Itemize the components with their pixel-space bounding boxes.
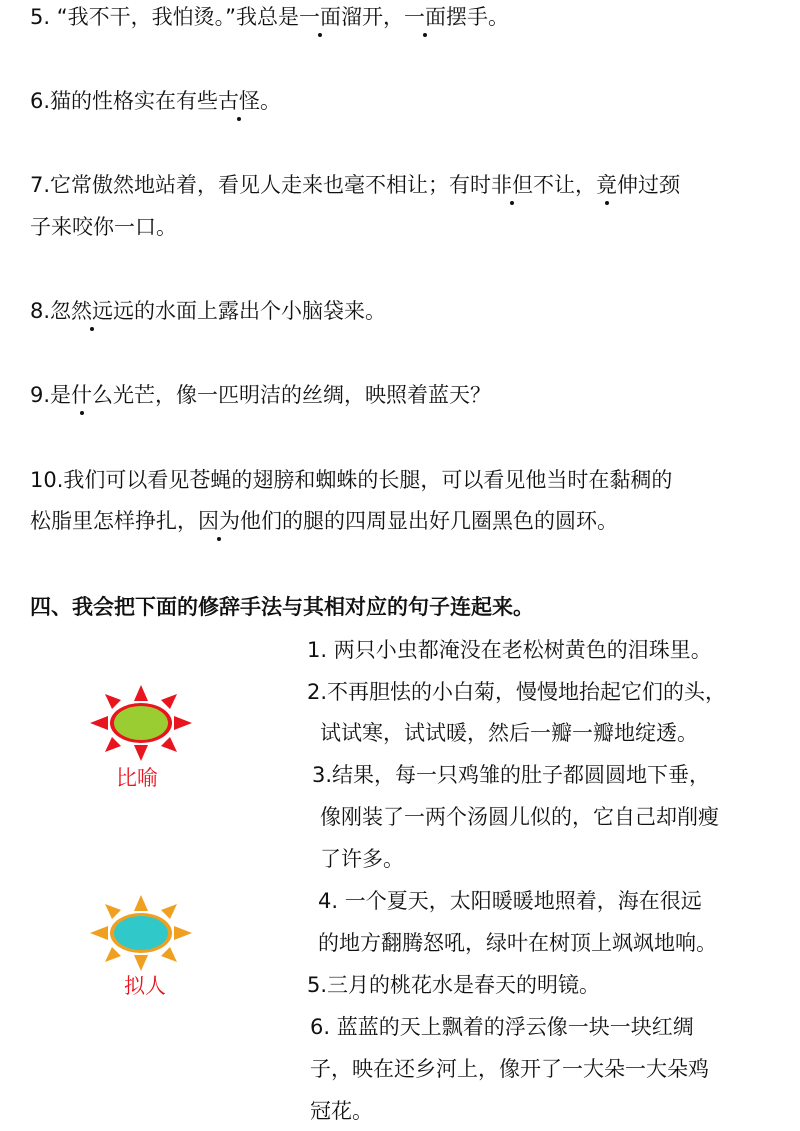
option-sentence: 2.不再胆怯的小白菊，慢慢地抬起它们的头， — [307, 680, 727, 704]
text: 伸过颈 — [617, 173, 681, 197]
label-personification: 拟人 — [124, 974, 166, 998]
sentence-7 — [30, 170, 680, 200]
option-sentence: 的地方翻腾怒吼，绿叶在树顶上飒飒地响。 — [318, 931, 717, 955]
dotted-word: 忽然远远 — [50, 296, 134, 326]
dotted-word: 因为 — [198, 506, 240, 536]
dotted-word: 一面 — [404, 2, 446, 32]
text: 不让， — [533, 173, 597, 197]
dotted-word: 古怪 — [218, 86, 260, 116]
text: 6.猫的性格实在有些 — [30, 89, 219, 113]
dotted-word: 一面 — [299, 2, 341, 32]
sentence-8 — [30, 296, 386, 326]
sun-icon-orange — [88, 893, 194, 973]
text: 摆手。 — [445, 5, 509, 29]
sentence-7-line2: 子来咬你一口。 — [30, 215, 177, 239]
dotted-word: 非但 — [491, 170, 533, 200]
sentence-10: 10.我们可以看见苍蝇的翅膀和蜘蛛的长腿，可以看见他当时在黏稠的 — [30, 468, 673, 492]
text: 5. “我不干，我怕烫。”我总是 — [30, 5, 299, 29]
option-sentence: 4. 一个夏天，太阳暖暖地照着，海在很远 — [318, 889, 702, 913]
text: 。 — [260, 89, 282, 113]
dotted-word: 竟 — [596, 170, 617, 200]
option-sentence: 像刚装了一两个汤圆儿似的，它自己却削瘦 — [320, 805, 719, 829]
sun-icon-red — [88, 683, 194, 763]
option-sentence: 冠花。 — [310, 1099, 373, 1123]
text: 松脂里怎样挣扎， — [30, 509, 198, 533]
option-sentence: 3.结果，每一只鸡雏的肚子都圆圆地下垂， — [312, 763, 711, 787]
text: 7.它常傲然地站着，看见人走来也毫不相让；有时 — [30, 173, 492, 197]
sentence-9 — [30, 380, 491, 410]
text: 他们的腿的四周显出好几圈黑色的圆环。 — [240, 509, 618, 533]
option-sentence: 子，映在还乡河上，像开了一大朵一大朵鸡 — [310, 1057, 709, 1081]
dotted-word: 是什么 — [50, 380, 113, 410]
label-simile: 比喻 — [116, 766, 158, 790]
text: 溜开， — [340, 5, 404, 29]
text: 8. — [30, 299, 51, 323]
option-sentence: 试试寒，试试暖，然后一瓣一瓣地绽透。 — [320, 721, 698, 745]
text: 9. — [30, 383, 51, 407]
option-sentence: 了许多。 — [320, 847, 404, 871]
sentence-10-line2 — [30, 506, 618, 536]
text: 光芒，像一匹明洁的丝绸，映照着蓝天？ — [113, 383, 492, 407]
option-sentence: 1. 两只小虫都淹没在老松树黄色的泪珠里。 — [307, 638, 712, 662]
sentence-5 — [30, 2, 509, 32]
option-sentence: 6. 蓝蓝的天上飘着的浮云像一块一块红绸 — [310, 1015, 694, 1039]
section-title: 四、我会把下面的修辞手法与其相对应的句子连起来。 — [30, 595, 534, 619]
sentence-6 — [30, 86, 281, 116]
text: 的水面上露出个小脑袋来。 — [134, 299, 387, 323]
option-sentence: 5.三月的桃花水是春天的明镜。 — [307, 973, 601, 997]
